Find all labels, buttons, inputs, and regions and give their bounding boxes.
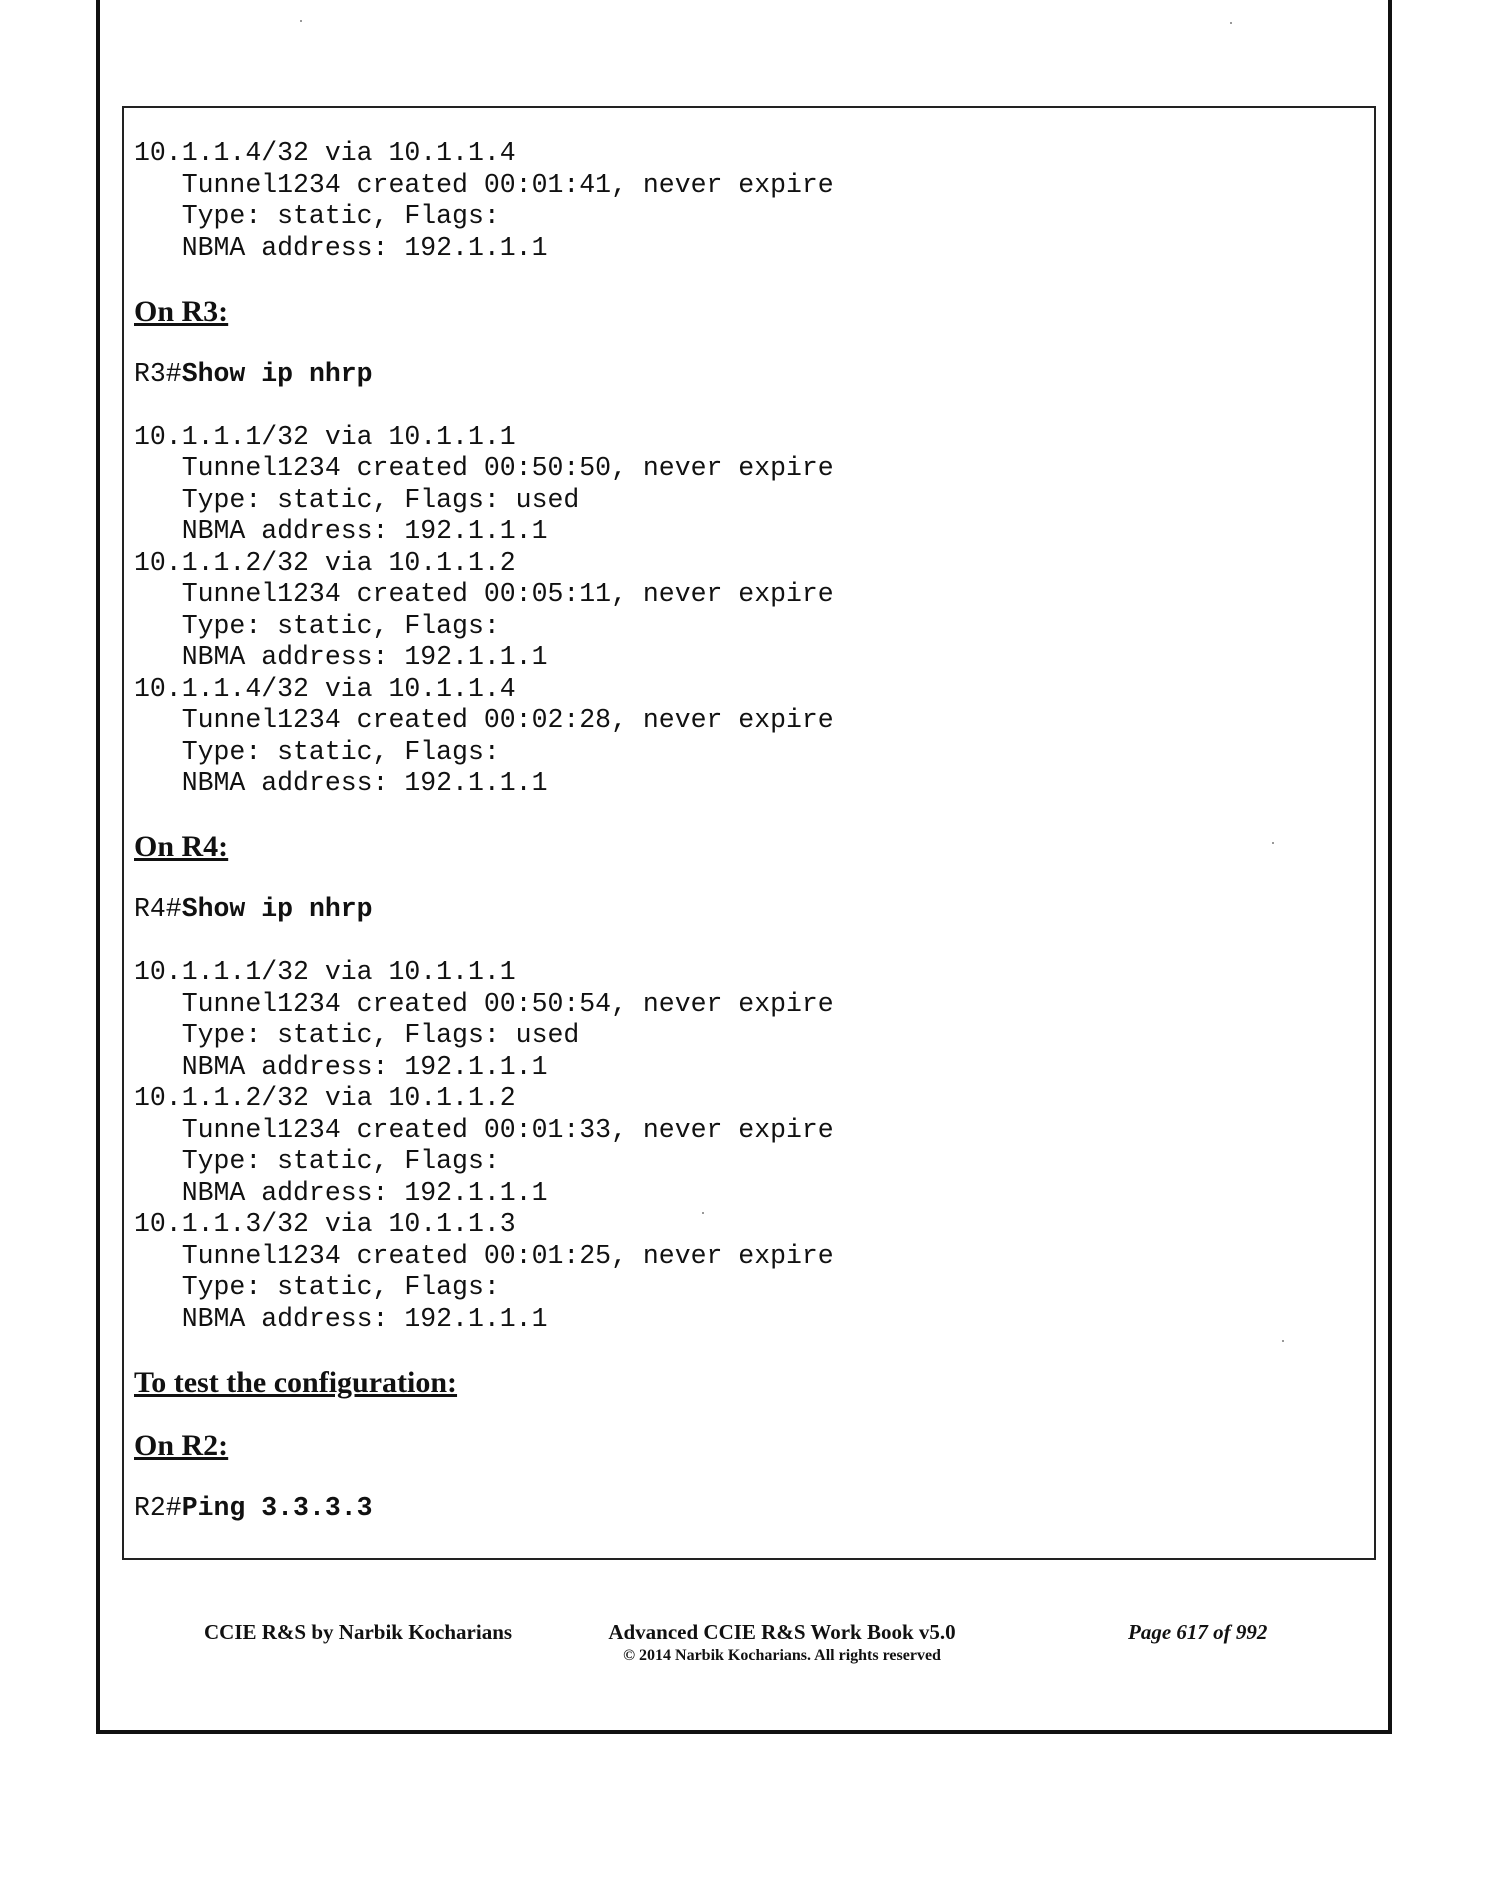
footer-page-number: Page 617 of 992	[1128, 1620, 1268, 1644]
document-body	[134, 138, 1354, 1524]
section-heading: On R4:	[134, 830, 229, 863]
output-line: 10.1.1.4/32 via 10.1.1.4	[134, 673, 516, 704]
cli-command: Show ip nhrp	[181, 358, 373, 389]
cli-prompt: R3#	[134, 358, 182, 389]
blank-line	[134, 863, 1354, 895]
blank-line	[134, 800, 1354, 832]
blank-line	[134, 1461, 1354, 1493]
output-line: NBMA address: 192.1.1.1	[134, 232, 548, 263]
output-line: Type: static, Flags:	[134, 201, 500, 231]
section-heading: To test the configuration:	[134, 1365, 458, 1399]
scan-speck	[300, 20, 302, 22]
footer-book-title: Advanced CCIE R&S Work Book v5.0	[608, 1620, 956, 1644]
output-line: NBMA address: 192.1.1.1	[134, 516, 548, 546]
output-line: NBMA address: 192.1.1.1	[134, 642, 548, 672]
section-heading: On R2:	[134, 1428, 229, 1462]
output-line: Tunnel1234 created 00:02:28, never expire	[134, 705, 834, 735]
cli-prompt: R4#	[134, 894, 182, 924]
command-line	[134, 359, 1354, 391]
scan-speck	[1282, 1340, 1284, 1342]
output-line: Tunnel1234 created 00:05:11, never expire	[134, 579, 834, 609]
command-line	[134, 1493, 1354, 1525]
output-line: Type: static, Flags:	[134, 736, 500, 767]
cli-command: Ping 3.3.3.3	[181, 1492, 373, 1523]
command-line	[134, 894, 1354, 926]
blank-line	[134, 327, 1354, 359]
section-heading: On R3:	[134, 294, 229, 328]
output-line: 10.1.1.1/32 via 10.1.1.1	[134, 421, 516, 452]
output-line: 10.1.1.3/32 via 10.1.1.3	[134, 1209, 516, 1239]
output-line: NBMA address: 192.1.1.1	[134, 1177, 548, 1208]
output-line: Tunnel1234 created 00:50:54, never expire	[134, 988, 834, 1019]
scan-speck	[1230, 22, 1232, 24]
output-line: Type: static, Flags:	[134, 610, 500, 641]
cli-command: Show ip nhrp	[181, 894, 373, 924]
output-line: Type: static, Flags:	[134, 1272, 500, 1302]
blank-line	[134, 926, 1354, 958]
output-line: Tunnel1234 created 00:01:33, never expire	[134, 1114, 834, 1145]
output-line: NBMA address: 192.1.1.1	[134, 1303, 548, 1334]
blank-line	[134, 264, 1354, 296]
output-line: 10.1.1.4/32 via 10.1.1.4	[134, 138, 516, 168]
output-line: NBMA address: 192.1.1.1	[134, 768, 548, 798]
output-line: Tunnel1234 created 00:50:50, never expire	[134, 453, 834, 483]
scan-speck	[702, 1212, 704, 1214]
output-line: 10.1.1.2/32 via 10.1.1.2	[134, 547, 516, 578]
output-line: 10.1.1.1/32 via 10.1.1.1	[134, 957, 516, 987]
output-line: NBMA address: 192.1.1.1	[134, 1051, 548, 1082]
footer-author: CCIE R&S by Narbik Kocharians	[204, 1620, 513, 1644]
blank-line	[134, 1335, 1354, 1367]
output-line: Tunnel1234 created 00:01:25, never expire	[134, 1240, 834, 1271]
scan-speck	[1272, 842, 1274, 844]
cli-prompt: R2#	[134, 1492, 182, 1523]
output-line: Type: static, Flags: used	[134, 1020, 580, 1050]
output-line: 10.1.1.2/32 via 10.1.1.2	[134, 1083, 516, 1113]
output-line: Type: static, Flags: used	[134, 484, 580, 515]
output-line: Tunnel1234 created 00:01:41, never expire	[134, 169, 834, 200]
blank-line	[134, 390, 1354, 422]
footer-copyright: © 2014 Narbik Kocharians. All rights reserved	[623, 1647, 941, 1664]
output-line: Type: static, Flags:	[134, 1146, 500, 1176]
blank-line	[134, 1398, 1354, 1430]
